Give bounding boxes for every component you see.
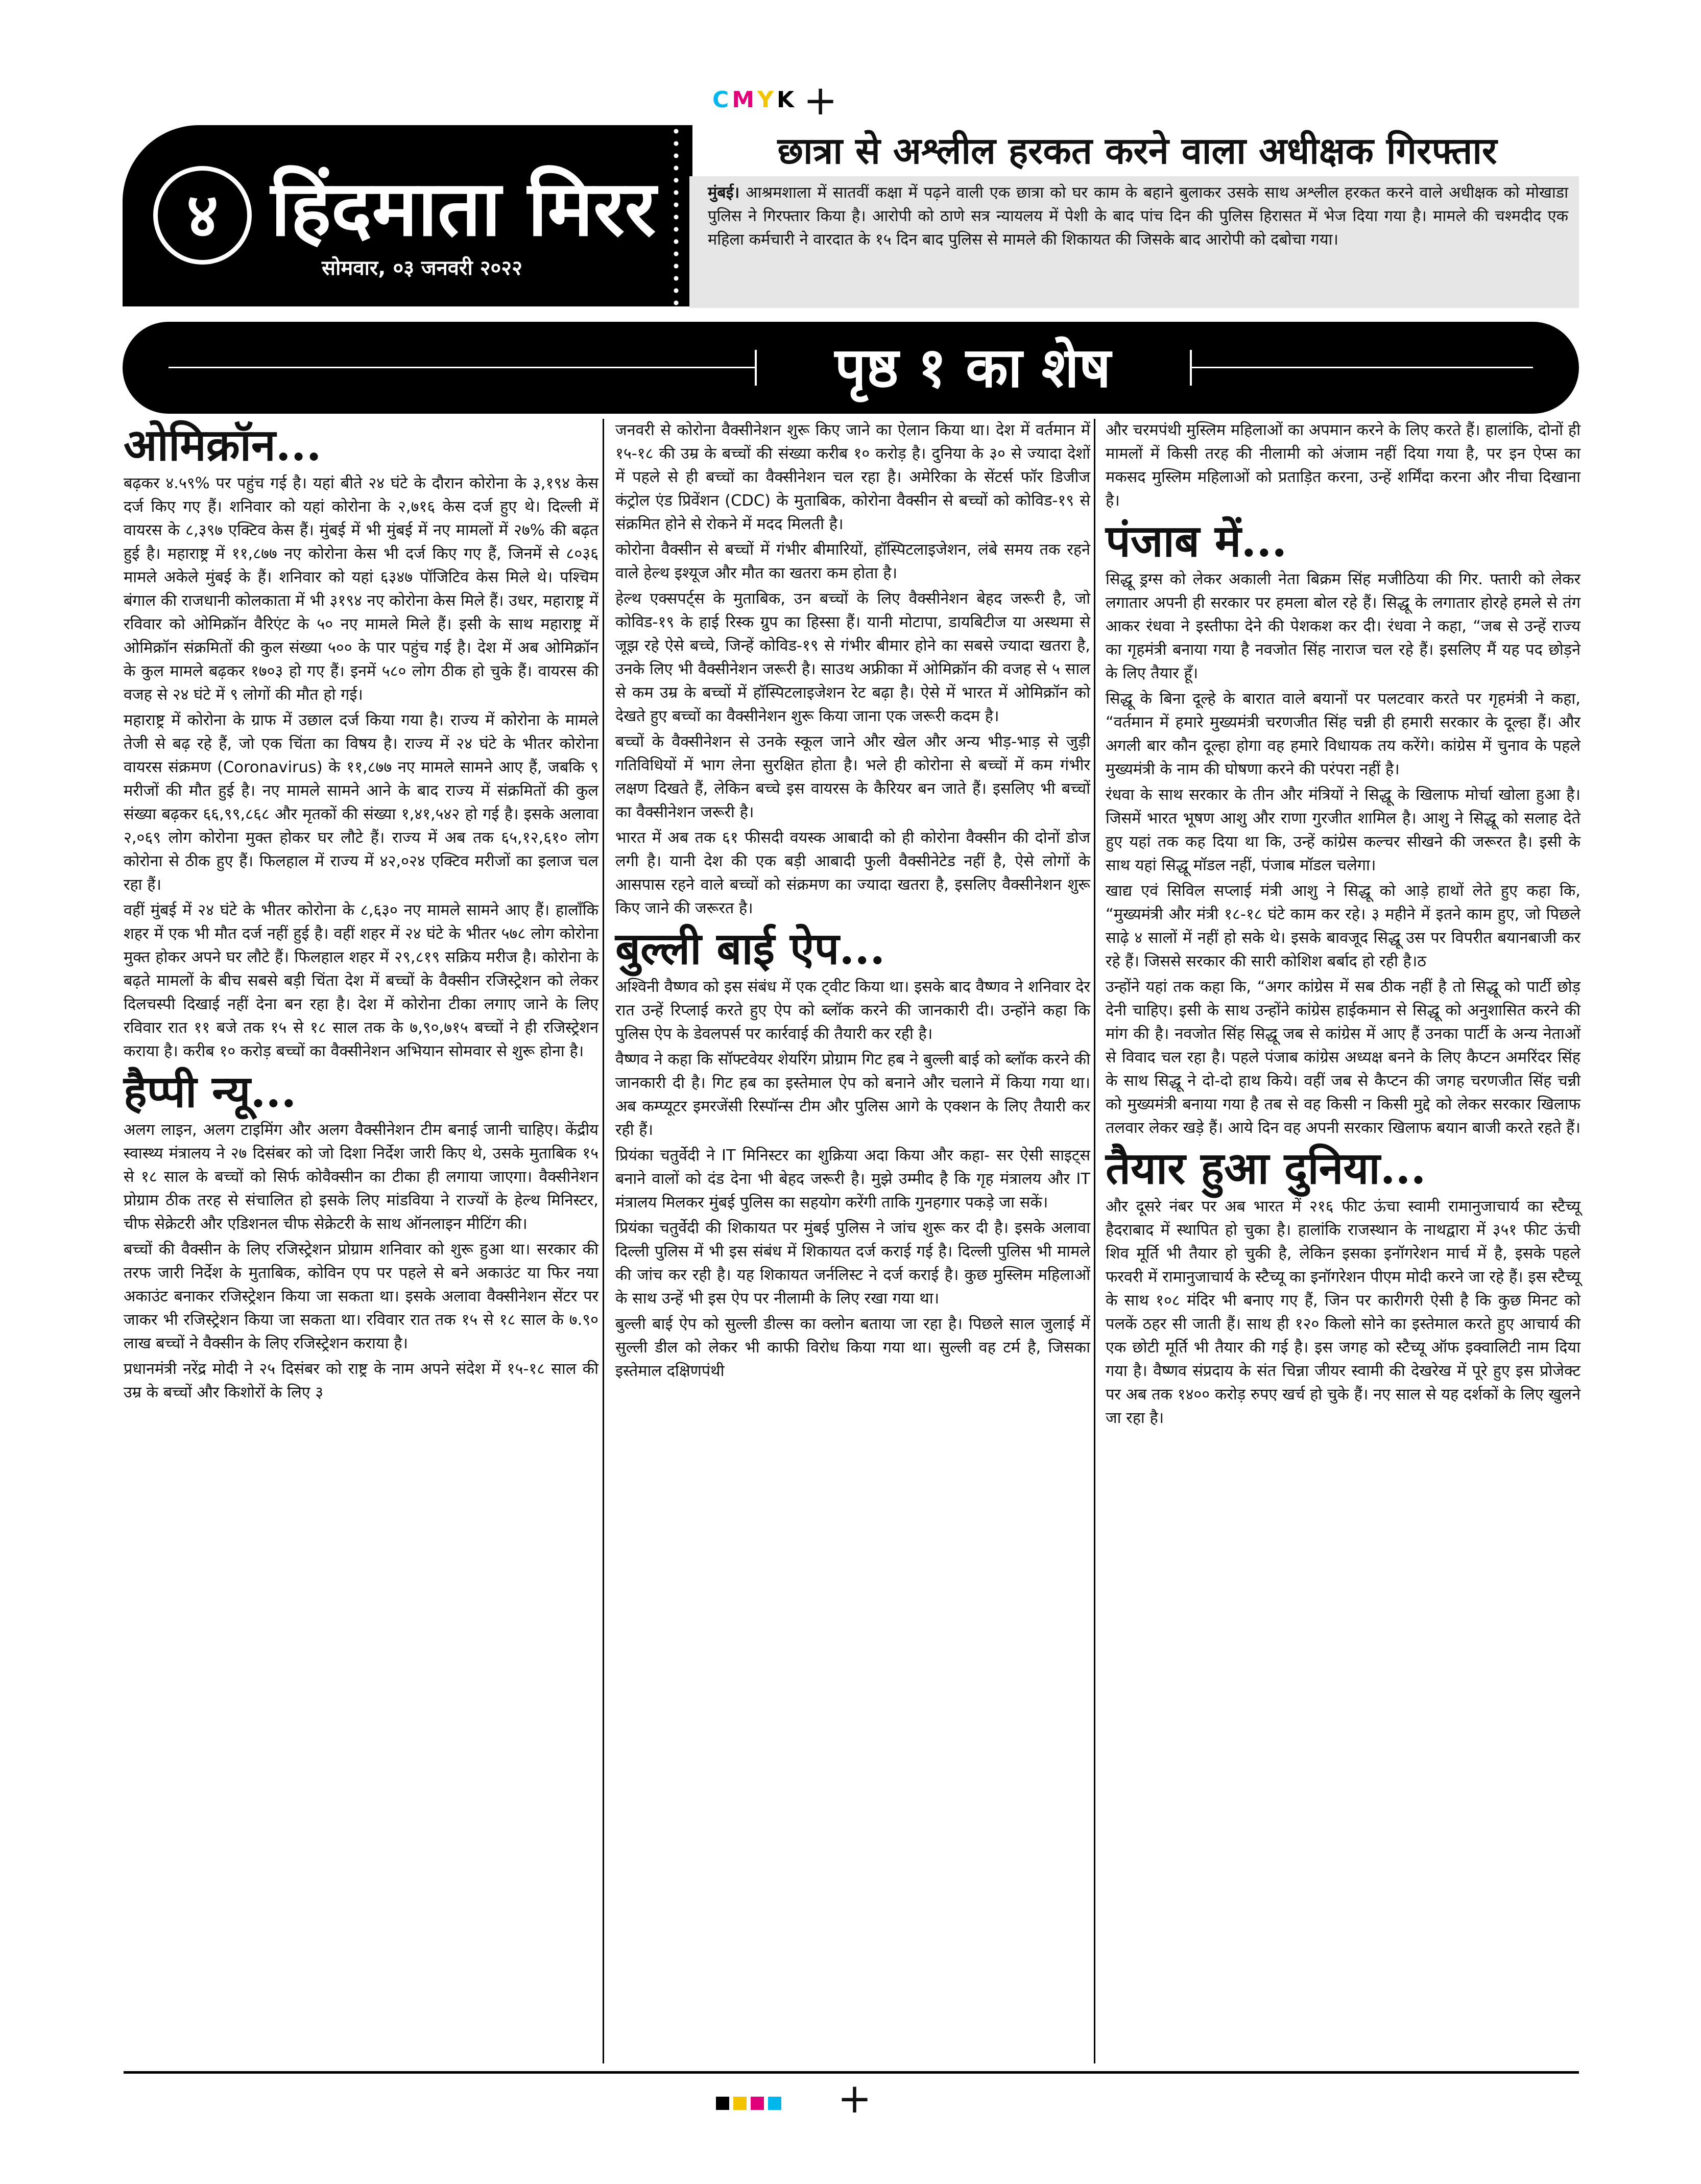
headline-bulli-bai: बुल्ली बाई ऐप... bbox=[615, 923, 885, 975]
dateline: मुंबई। bbox=[708, 184, 740, 202]
column-1 bbox=[124, 419, 598, 1407]
column-divider bbox=[1094, 419, 1095, 2063]
headline-happy-new: हैप्पी न्यू... bbox=[124, 1066, 297, 1118]
paragraph: अश्विनी वैष्णव को इस संबंध में एक ट्वीट किया था। इसके बाद वैष्णव ने शनिवार देर रात उन्हें रिप्लाई करते हुए ऐप को ब्लॉक करने की जानकारी दी। उन्होंने कहा कि पुलिस ऐप के डेवलपर्स पर कार्रवाई की तैयारी कर रही है। bbox=[615, 978, 1090, 1043]
swatch-cyan bbox=[768, 2097, 781, 2110]
paragraph: बच्चों की वैक्सीन के लिए रजिस्ट्रेशन प्रोग्राम शनिवार को शुरू हुआ था। सरकार की तरफ जारी निर्देश के मुताबिक, कोविन एप पर पहले से बने अकाउंट या फिर नया अकाउंट बनाकर रजिस्ट्रेशन किया जा सकता था। इसके अलावा वैक्सीनेशन सेंटर पर जाकर भी रजिस्ट्रेशन किया जा सकता था। रविवार रात तक १५ से १८ साल के ७.९० लाख बच्चों ने वैक्सीन के लिए रजिस्ट्रेशन कराया है। bbox=[124, 1241, 598, 1352]
color-swatches bbox=[716, 2097, 785, 2112]
paragraph: महाराष्ट्र में कोरोना के ग्राफ में उछाल दर्ज किया गया है। राज्य में कोरोना के मामले तेजी से बढ़ रहे हैं, जो एक चिंता का विषय है। राज्य में २४ घंटे के भीतर कोरोना वायरस संक्रमण (Coronavirus) के ११,८७७ नए मामले सामने आए हैं, जबकि ९ मरीजों की मौत हुई है। नए मामले सामने आने के बाद राज्य में संक्रमितों की कुल संख्या बढ़कर ६६,९९,८६८ और मृतकों की संख्या १,४१,५४२ हो गई है। इसके अलावा २,०६९ लोग कोरोना मुक्त होकर घर लौटे हैं। राज्य में अब तक ६५,१२,६१० लोग कोरोना से ठीक हुए हैं। फिलहाल में राज्य में ४२,०२४ एक्टिव मरीजों का इलाज चल रहा हैं। bbox=[124, 711, 598, 894]
paragraph: बढ़कर ४.५९% पर पहुंच गई है। यहां बीते २४ घंटे के दौरान कोरोना के ३,१९४ केस दर्ज किए गए हैं। शनिवार को यहां कोरोना के २,७१६ केस दर्ज हुए थे। दिल्ली में वायरस के ८,३९७ एक्टिव केस हैं। मुंबई में भी मुंबई में नए मामलों में २७% की बढ़त हुई है। महाराष्ट्र में ११,८७७ नए कोरोना केस भी दर्ज किए गए हैं, जिनमें से ८०३६ मामले अकेले मुंबई के हैं। शनिवार को यहां ६३४७ पॉजिटिव केस मिले थे। पश्चिम बंगाल की राजधानी कोलकाता में भी ३१९४ नए कोरोना केस मिले हैं। उधर, महाराष्ट्र में रविवार को ओमिक्रॉन वैरिएंट के ५० नए मामले मिले हैं। इसी के साथ महाराष्ट्र में ओमिक्रॉन संक्रमितों की कुल संख्या ५०० के पार पहुंच गई है। देश में अब ओमिक्रॉन के कुल मामले बढ़कर १७०३ हो गए हैं। इनमें ५८० लोग ठीक हो चुके हैं। वायरस की वजह से २४ घंटे में ९ लोगों की मौत हो गई। bbox=[124, 474, 598, 704]
paragraph: बच्चों के वैक्सीनेशन से उनके स्कूल जाने और खेल और अन्य भीड़-भाड़ से जुड़ी गतिविधियों में भाग लेना सुरक्षित होता है। भले ही कोरोना से बच्चों में कम गंभीर लक्षण दिखते हैं, लेकिन बच्चे इस वायरस के कैरियर बन जाते हैं। इसलिए भी बच्चों का वैक्सीनेशन जरूरी है। bbox=[615, 733, 1090, 821]
masthead bbox=[123, 125, 689, 306]
top-news-headline: छात्रा से अश्लील हरकत करने वाला अधीक्षक गिरफ्तार bbox=[689, 125, 1582, 176]
paragraph: खाद्य एवं सिविल सप्लाई मंत्री आशु ने सिद्धू को आड़े हाथों लेते हुए कहा कि, “मुख्यमंत्री और मंत्री १८-१८ घंटे काम कर रहे। ३ महीने में इतने काम हुए, जो पिछले साढ़े ४ सालों में नहीं हो सके थे। इसके बावजूद सिद्धू उस पर विपरीत बयानबाजी कर रहे हैं। जिससे सरकार की सारी कोशिश बर्बाद हो रही है।ठ bbox=[1106, 882, 1580, 970]
cmyk-y: Y bbox=[757, 87, 777, 113]
top-news-body bbox=[708, 181, 1568, 252]
crosshair-icon: + bbox=[803, 77, 841, 124]
paragraph: सिद्धू ड्रग्स को लेकर अकाली नेता बिक्रम सिंह मजीठिया की गिर. फ्तारी को लेकर लगातार अपनी ही सरकार पर हमला बोल रहे हैं। सिद्धू के लगातार होरहे हमले से तंग आकर रंधवा ने इस्तीफा देने की पेशकश कर दी। रंधवा ने कहा, “जब से उन्हें राज्य का गृहमंत्री बनाया गया है नवजोत सिंह नाराज चल रहे हैं। इसलिए मैं यह पद छोड़ने के लिए तैयार हूँ। bbox=[1106, 571, 1580, 682]
cmyk-c: C bbox=[712, 87, 732, 113]
registration-mark-top bbox=[712, 77, 841, 124]
crosshair-icon: + bbox=[837, 2075, 872, 2122]
headline-taiyar-hua-duniya: तैयार हुआ दुनिया... bbox=[1106, 1143, 1426, 1194]
paragraph: भारत में अब तक ६१ फीसदी वयस्क आबादी को ही कोरोना वैक्सीन की दोनों डोज लगी है। यानी देश की एक बड़ी आबादी फुली वैक्सीनेटेड नहीं है, ऐसे लोगों के आसपास रहने वाले बच्चों को संक्रमण का ज्यादा खतरा है, इसलिए वैक्सीनेशन शुरू किए जाने की जरूरत है। bbox=[615, 829, 1090, 917]
swatch-yellow bbox=[733, 2097, 747, 2110]
paragraph: और चरमपंथी मुस्लिम महिलाओं का अपमान करने के लिए करते हैं। हालांकि, दोनों ही मामलों में किसी तरह की नीलामी को अंजाम नहीं दिया गया है, पर इन ऐप्स का मकसद मुस्लिम महिलाओं को प्रताड़ित करना, उन्हें शर्मिंदा करना और नीचा दिखाना है। bbox=[1106, 421, 1580, 510]
paragraph: अलग लाइन, अलग टाइमिंग और अलग वैक्सीनेशन टीम बनाई जानी चाहिए। केंद्रीय स्वास्थ्य मंत्रालय ने २७ दिसंबर को जो दिशा निर्देश जारी किए थे, उसके मुताबिक १५ से १८ साल के बच्चों को सिर्फ कोवैक्सीन का टीका ही लगाया जाएगा। वैक्सीनेशन प्रोग्राम ठीक तरह से संचालित हो इसके लिए मांडविया ने राज्यों के हेल्थ मिनिस्टर, चीफ सेक्रेटरी और एडिशनल चीफ सेक्रेटरी के साथ ऑनलाइन मीटिंग की। bbox=[124, 1121, 598, 1233]
paragraph: प्रधानमंत्री नरेंद्र मोदी ने २५ दिसंबर को राष्ट्र के नाम अपने संदेश में १५-१८ साल की उम्र के बच्चों और किशोरों के लिए ३ bbox=[124, 1360, 598, 1402]
swatch-black bbox=[716, 2097, 729, 2110]
banner-rule-left bbox=[169, 367, 756, 368]
paragraph: हेल्थ एक्सपर्ट्स के मुताबिक, उन बच्चों के लिए वैक्सीनेशन बेहद जरूरी है, जो कोविड-१९ के हाई रिस्क ग्रुप का हिस्सा हैं। यानी मोटापा, डायबिटीज या अस्थमा से जूझ रहे ऐसे बच्चे, जिन्हें कोविड-१९ से गंभीर बीमार होने का सबसे ज्यादा खतरा है, उनके लिए भी वैक्सीनेशन जरूरी है। साउथ अफ्रीका में ओमिक्रॉन की वजह से ५ साल से कम उम्र के बच्चों में हॉस्पिटलाइजेशन रेट बढ़ा है। ऐसे में भारत में ओमिक्रॉन को देखते हुए बच्चों का वैक्सीनेशन शुरू किया जाना एक जरूरी कदम है। bbox=[615, 590, 1090, 725]
paragraph: प्रियंका चतुर्वेदी की शिकायत पर मुंबई पुलिस ने जांच शुरू कर दी है। इसके अलावा दिल्ली पुलिस में भी इस संबंध में शिकायत दर्ज कराई गई है। दिल्ली पुलिस भी मामले की जांच कर रही है। यह शिकायत जर्नलिस्ट ने दर्ज कराई है। कुछ मुस्लिम महिलाओं के साथ उन्हें भी इस ऐप पर नीलामी के लिए रखा गया था। bbox=[615, 1219, 1090, 1308]
paragraph: रंधवा के साथ सरकार के तीन और मंत्रियों ने सिद्धू के खिलाफ मोर्चा खोला हुआ है। जिसमें भारत भूषण आशु और राणा गुरजीत शामिल है। आशु ने सिद्धू को सलाह देते हुए यहां तक कह दिया था कि, उन्हें कांग्रेस कल्चर सीखने की जरूरत है। इसी के साथ यहां सिद्धू मॉडल नहीं, पंजाब मॉडल चलेगा। bbox=[1106, 786, 1580, 874]
column-divider bbox=[603, 419, 604, 2063]
paragraph: प्रियंका चतुर्वेदी ने IT मिनिस्टर का शुक्रिया अदा किया और कहा- सर ऐसी साइट्स बनाने वालों को दंड देना भी बेहद जरूरी है। मुझे उम्मीद है कि गृह मंत्रालय और IT मंत्रालय मिलकर मुंबई पुलिस का सहयोग करेंगी ताकि गुनहगार पकड़े जा सकें। bbox=[615, 1147, 1090, 1212]
paragraph: वैष्णव ने कहा कि सॉफ्टवेयर शेयरिंग प्रोग्राम गिट हब ने बुल्ली बाई को ब्लॉक करने की जानकारी दी है। गिट हब का इस्तेमाल ऐप को बनाने और चलाने में किया गया था। अब कम्प्यूटर इमरजेंसी रिस्पॉन्स टीम और पुलिस आगे के एक्शन के लिए तैयारी कर रही हैं। bbox=[615, 1051, 1090, 1139]
paragraph: सिद्धू के बिना दूल्हे के बारात वाले बयानों पर पलटवार करते पर गृहमंत्री ने कहा, “वर्तमान में हमारे मुख्यमंत्री चरणजीत सिंह चन्नी ही हमारी सरकार के दूल्हा हैं। और अगली बार कौन दूल्हा होगा वह हमारे विधायक तय करेंगे। कांग्रेस में चुनाव के पहले मुख्यमंत्री के नाम की घोषणा करने की परंपरा नहीं है। bbox=[1106, 690, 1580, 778]
column-2 bbox=[615, 419, 1090, 1385]
headline-punjab: पंजाब में... bbox=[1106, 515, 1287, 567]
column-3 bbox=[1106, 419, 1580, 1432]
paragraph: और दूसरे नंबर पर अब भारत में २१६ फीट ऊंचा स्वामी रामानुजाचार्य का स्टैच्यू हैदराबाद में स्थापित हो चुका है। हालांकि राजस्थान के नाथद्वारा में ३५१ फीट ऊंची शिव मूर्ति भी तैयार हो चुकी है, लेकिन इसका इनॉगरेशन मार्च में है, इसके पहले फरवरी में रामानुजाचार्य के स्टैच्यू का इनॉगरेशन पीएम मोदी करने जा रहे हैं। इस स्टैच्यू के साथ १०८ मंदिर भी बनाए गए हैं, जिन पर कारीगरी ऐसी है कि कुछ मिनट को पलकें ठहर सी जाती हैं। साथ ही १२० किलो सोने का इस्तेमाल करते हुए आचार्य की एक छोटी मूर्ति भी तैयार की गई है। इस जगह को स्टैच्यू ऑफ इक्वालिटी नाम दिया गया है। वैष्णव संप्रदाय के संत चिन्ना जीयर स्वामी की देखरेख में पूरे हुए इस प्रोजेक्ट पर अब तक १४०० करोड़ रुपए खर्च हो चुके हैं। नए साल से यह दर्शकों के लिए खुलने जा रहा है। bbox=[1106, 1198, 1580, 1427]
paragraph: वहीं मुंबई में २४ घंटे के भीतर कोरोना के ८,६३० नए मामले सामने आए हैं। हालाँकि शहर में एक भी मौत दर्ज नहीं हुई है। वहीं शहर में २४ घंटे के भीतर ५७८ लोग कोरोना मुक्त होकर अपने घर लौटे हैं। फिलहाल शहर में २९,८१९ सक्रिय मरीज है। कोरोना के बढ़ते मामलों के बीच सबसे बड़ी चिंता देश में बच्चों के वैक्सीन रजिस्ट्रेशन को लेकर दिलचस्पी दिखाई नहीं देना बन रहा है। देश में कोरोना टीका लगाए जाने के लिए रविवार रात ११ बजे तक १५ से १८ साल तक के ७,९०,७१५ बच्चों ने ही रजिस्ट्रेशन कराया है। करीब १० करोड़ बच्चों का वैक्सीनेशन अभियान सोमवार से शुरू होना है। bbox=[124, 901, 598, 1060]
bottom-rule bbox=[124, 2071, 1579, 2074]
page-number: ४ bbox=[153, 166, 252, 265]
paragraph: बुल्ली बाई ऐप को सुल्ली डील्स का क्लोन बताया जा रहा है। पिछले साल जुलाई में सुल्ली डील को लेकर भी काफी विरोध किया गया था। सुल्ली वह टर्म है, जिसका इस्तेमाल दक्षिणपंथी bbox=[615, 1315, 1090, 1380]
top-news-text: आश्रमशाला में सातवीं कक्षा में पढ़ने वाली एक छात्रा को घर काम के बहाने बुलाकर उसके साथ अश्लील हरकत करने वाले अधीक्षक को मोखाडा पुलिस ने गिरफ्तार किया है। आरोपी को ठाणे सत्र न्यायलय में पेशी के बाद पांच दिन की पुलिस हिरासत में भेज दिया गया है। मामले की चश्मदीद एक महिला कर्मचारी ने वारदात के १५ दिन बाद पुलिस से मामले की शिकायत की जिसके बाद आरोपी को दबोचा गया। bbox=[708, 184, 1568, 249]
paragraph: कोरोना वैक्सीन से बच्चों में गंभीर बीमारियों, हॉस्पिटलाइजेशन, लंबे समय तक रहने वाले हेल्थ इश्यूज और मौत का खतरा कम होता है। bbox=[615, 541, 1090, 582]
dotted-border bbox=[672, 125, 680, 306]
section-banner bbox=[123, 322, 1579, 414]
swatch-magenta bbox=[751, 2097, 764, 2110]
newspaper-title: हिंदमाता मिरर bbox=[271, 163, 656, 253]
issue-date: सोमवार, ०३ जनवरी २०२२ bbox=[322, 256, 522, 280]
section-title: पृष्ठ १ का शेष bbox=[834, 336, 1111, 400]
paragraph: उन्होंने यहां तक कहा कि, “अगर कांग्रेस में सब ठीक नहीं है तो सिद्धू को पार्टी छोड़ देनी चाहिए। इसी के साथ उन्होंने कांग्रेस हाईकमान से सिद्धू को अनुशासित करने की मांग की है। नवजोत सिंह सिद्धू जब से कांग्रेस में आए हैं उनका पार्टी के अन्य नेताओं से विवाद चल रहा है। पहले पंजाब कांग्रेस अध्यक्ष बनने के लिए कैप्टन अमरिंदर सिंह के साथ सिद्धू ने दो-दो हाथ किये। वहीं जब से कैप्टन की जगह चरणजीत सिंह चन्नी को मुख्यमंत्री बनाया गया है तब से वह किसी न किसी मुद्दे को लेकर सरकार खिलाफ तलवार लेकर खड़े हैं। आये दिन वह अपनी सरकार खिलाफ बयान बाजी करते रहते हैं। bbox=[1106, 978, 1580, 1137]
cmyk-m: M bbox=[732, 87, 758, 113]
headline-omicron: ओमिक्रॉन... bbox=[124, 419, 322, 471]
banner-rule-right bbox=[1191, 367, 1533, 368]
top-news-box bbox=[689, 125, 1579, 308]
paragraph: जनवरी से कोरोना वैक्सीनेशन शुरू किए जाने का ऐलान किया था। देश में वर्तमान में १५-१८ की उम्र के बच्चों की संख्या करीब १० करोड़ है। दुनिया के ३० से ज्यादा देशों में पहले से ही बच्चों का वैक्सीनेशन चल रहा है। अमेरिका के सेंटर्स फॉर डिजीज कंट्रोल एंड प्रिवेंशन (CDC) के मुताबिक, कोरोना वैक्सीन से बच्चों को कोविड-१९ से संक्रमित होने से रोकने में मदद मिलती है। bbox=[615, 421, 1090, 533]
cmyk-k: K bbox=[776, 87, 798, 113]
banner-tick-left bbox=[755, 350, 757, 386]
